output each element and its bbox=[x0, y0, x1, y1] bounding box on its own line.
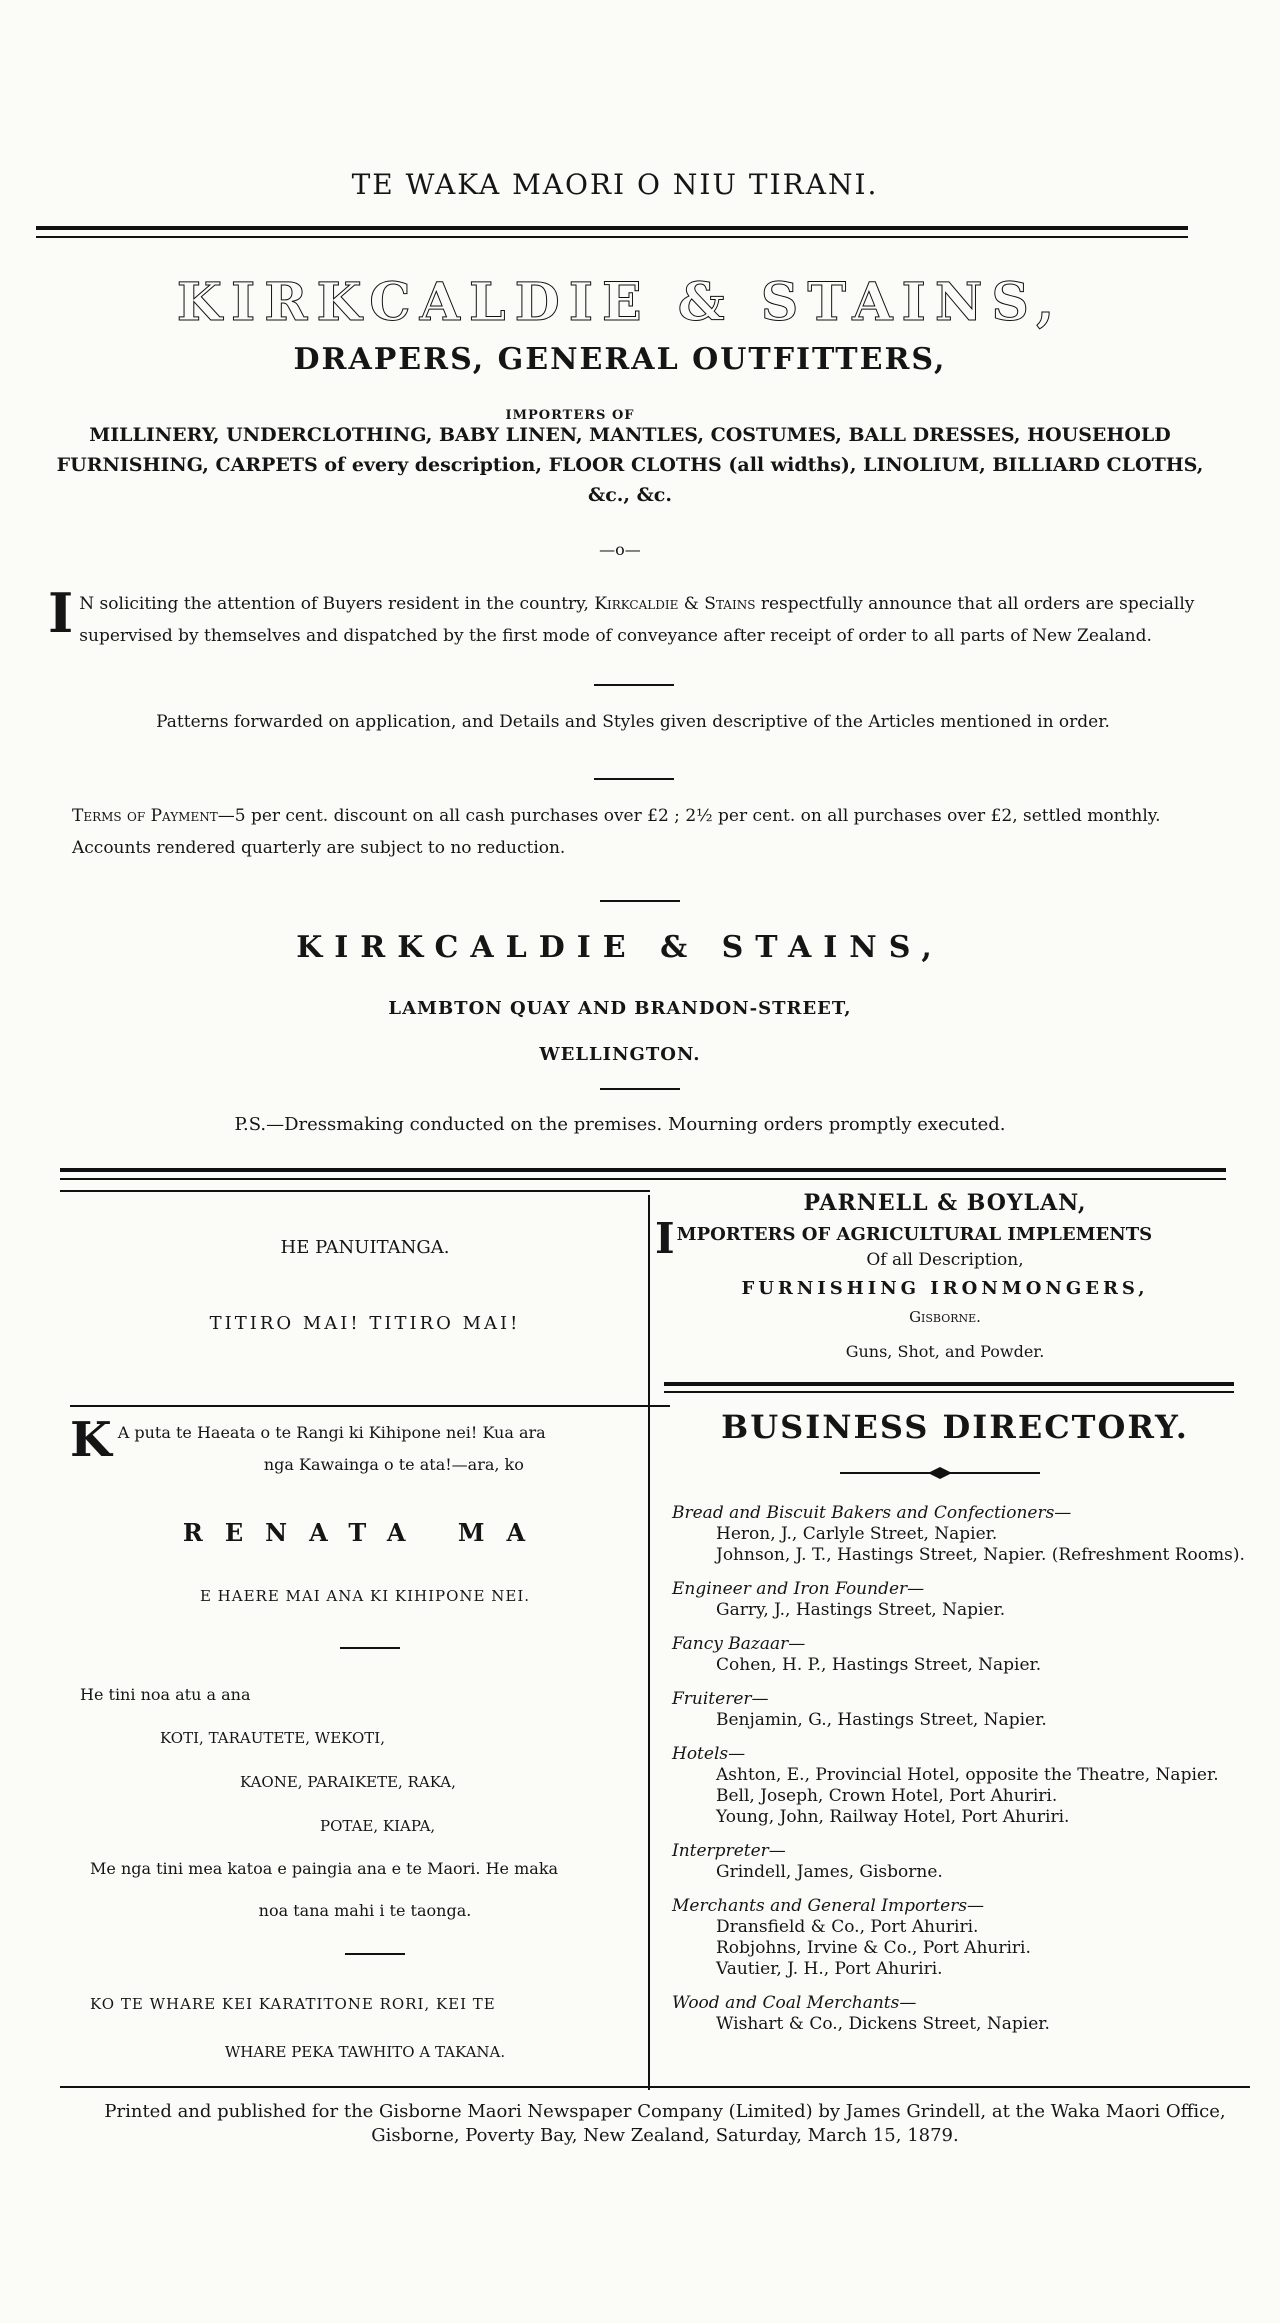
parnell-of-all: Of all Description, bbox=[866, 1250, 1024, 1270]
directory-entry: Cohen, H. P., Hastings Street, Napier. bbox=[716, 1655, 1042, 1675]
imprint bbox=[80, 2100, 1250, 2148]
me-line-b: noa tana mahi i te taonga. bbox=[258, 1901, 472, 1920]
directory-category: Hotels— bbox=[672, 1744, 746, 1764]
whare-line-b: WHARE PEKA TAWHITO A TAKANA. bbox=[224, 2043, 506, 2061]
items-line1: KOTI, TARAUTETE, WEKOTI, bbox=[160, 1729, 385, 1747]
terms-text: —5 per cent. discount on all cash purchases over £2 ; 2½ per cent. on all purchases over £2, settled monthly. Accounts rendered quarterly are subject to no reduction. bbox=[72, 806, 1161, 858]
titiro-mai: TITIRO MAI! TITIRO MAI! bbox=[209, 1313, 521, 1334]
soliciting-text-b: respectfully announce that all orders are specially supervised by themselves and dispatched by the first mode of conveyance after receipt of order to all parts of New Zealand. bbox=[79, 594, 1195, 646]
panuitanga-rule bbox=[70, 1405, 670, 1407]
whare-line-a: KO TE WHARE KEI KARATITONE RORI, KEI TE bbox=[90, 1995, 496, 2013]
intro-line-a: A puta te Haeata o te Rangi ki Kihipone nei! Kua ara bbox=[117, 1423, 546, 1442]
imprint-line2: Gisborne, Poverty Bay, New Zealand, Saturday, March 15, 1879. bbox=[371, 2125, 959, 2146]
terms-paragraph bbox=[48, 800, 1222, 864]
terms-label: Terms of Payment bbox=[72, 806, 218, 826]
directory-category: Wood and Coal Merchants— bbox=[672, 1993, 917, 2013]
directory-entry: Benjamin, G., Hastings Street, Napier. bbox=[716, 1710, 1047, 1730]
divider bbox=[600, 1088, 680, 1090]
haere-mai: E HAERE MAI ANA KI KIHIPONE NEI. bbox=[199, 1587, 531, 1605]
importers-body: MILLINERY, UNDERCLOTHING, BABY LINEN, MANTLES, COSTUMES, BALL DRESSES, HOUSEHOLD FURNISHING, CARPETS of every description, FLOOR CLOTHS (all widths), LINOLIUM, BILLIARD CLOTHS, &c., &c. bbox=[56, 424, 1204, 506]
section-rule-thin bbox=[60, 1178, 1226, 1180]
business-directory-title: BUSINESS DIRECTORY. bbox=[721, 1408, 1189, 1446]
divider bbox=[594, 684, 674, 686]
soliciting-firm-name: Kirkcaldie & Stains bbox=[594, 594, 756, 614]
section-rule bbox=[60, 1168, 1226, 1172]
directory-entry: Vautier, J. H., Port Ahuriri. bbox=[716, 1959, 943, 1979]
tini-line: He tini noa atu a ana bbox=[80, 1685, 251, 1704]
masthead-rule bbox=[36, 226, 1188, 230]
directory-category: Fruiterer— bbox=[672, 1689, 769, 1709]
soliciting-text-a: N soliciting the attention of Buyers resident in the country, bbox=[79, 594, 595, 614]
dropcap-i: I bbox=[48, 581, 74, 645]
importers-label: IMPORTERS OF bbox=[505, 408, 635, 423]
ps-note: P.S.—Dressmaking conducted on the premises. Mourning orders promptly executed. bbox=[234, 1114, 1006, 1135]
parnell-title: PARNELL & BOYLAN, bbox=[803, 1190, 1087, 1216]
panuitanga-intro bbox=[70, 1412, 670, 1481]
panuitanga-heading: HE PANUITANGA. bbox=[280, 1237, 450, 1258]
directory-category: Bread and Biscuit Bakers and Confectioners— bbox=[672, 1503, 1072, 1523]
address-line2: WELLINGTON. bbox=[539, 1044, 701, 1065]
patterns-paragraph: Patterns forwarded on application, and Details and Styles given descriptive of the Articles mentioned in order. bbox=[156, 712, 1110, 732]
items-line2: KAONE, PARAIKETE, RAKA, bbox=[240, 1773, 456, 1791]
footer-rule bbox=[60, 2086, 1250, 2088]
directory-entry: Young, John, Railway Hotel, Port Ahuriri. bbox=[716, 1807, 1070, 1827]
directory-entry: Heron, J., Carlyle Street, Napier. bbox=[716, 1524, 998, 1544]
masthead-title: TE WAKA MAORI O NIU TIRANI. bbox=[351, 168, 879, 201]
directory-entry: Ashton, E., Provincial Hotel, opposite the Theatre, Napier. bbox=[716, 1765, 1219, 1785]
parnell-place: Gisborne. bbox=[909, 1308, 981, 1326]
ornament-o: —o— bbox=[599, 540, 641, 559]
renata-ma: RENATA MA bbox=[182, 1518, 548, 1547]
directory-entry: Grindell, James, Gisborne. bbox=[716, 1862, 943, 1882]
intro-line-b: nga Kawainga o te ata!—ara, ko bbox=[263, 1455, 524, 1474]
address-line1: LAMBTON QUAY AND BRANDON-STREET, bbox=[388, 998, 852, 1019]
directory-entry: Robjohns, Irvine & Co., Port Ahuriri. bbox=[716, 1938, 1031, 1958]
directory-category: Interpreter— bbox=[672, 1841, 786, 1861]
divider bbox=[345, 1953, 405, 1955]
kirkcaldie-title: KIRKCALDIE & STAINS, bbox=[176, 272, 1064, 333]
directory-ornament bbox=[840, 1466, 1040, 1480]
directory-category: Merchants and General Importers— bbox=[672, 1896, 985, 1916]
directory-rule-thin bbox=[664, 1391, 1234, 1393]
divider bbox=[600, 900, 680, 902]
dropcap-k: K bbox=[70, 1412, 112, 1468]
directory-entry: Wishart & Co., Dickens Street, Napier. bbox=[716, 2014, 1050, 2034]
parnell-ironmongers: FURNISHING IRONMONGERS, bbox=[741, 1278, 1149, 1299]
items-line3: POTAE, KIAPA, bbox=[320, 1817, 436, 1835]
imprint-line1: Printed and published for the Gisborne Maori Newspaper Company (Limited) by James Grindell, at the Waka Maori Office, bbox=[104, 2101, 1226, 2122]
business-directory-list bbox=[672, 1490, 1252, 2035]
directory-entry: Johnson, J. T., Hastings Street, Napier. (Refreshment Rooms). bbox=[716, 1545, 1245, 1565]
me-line-a: Me nga tini mea katoa e paingia ana e te Maori. He maka bbox=[90, 1859, 559, 1878]
dropcap-parnell: I bbox=[655, 1214, 675, 1263]
parnell-importers: MPORTERS OF AGRICULTURAL IMPLEMENTS bbox=[676, 1224, 1153, 1245]
directory-entry: Bell, Joseph, Crown Hotel, Port Ahuriri. bbox=[716, 1786, 1058, 1806]
directory-category: Fancy Bazaar— bbox=[672, 1634, 806, 1654]
parnell-guns: Guns, Shot, and Powder. bbox=[845, 1342, 1045, 1361]
divider bbox=[594, 778, 674, 780]
directory-entry: Dransfield & Co., Port Ahuriri. bbox=[716, 1917, 979, 1937]
soliciting-paragraph bbox=[48, 581, 1218, 652]
directory-category: Engineer and Iron Founder— bbox=[672, 1579, 925, 1599]
divider bbox=[340, 1647, 400, 1649]
directory-rule bbox=[664, 1382, 1234, 1386]
left-column-rule bbox=[60, 1190, 650, 1192]
directory-entry: Garry, J., Hastings Street, Napier. bbox=[716, 1600, 1006, 1620]
kirkcaldie-name-repeat: KIRKCALDIE & STAINS, bbox=[296, 930, 944, 965]
masthead-rule-thin bbox=[36, 236, 1188, 238]
kirkcaldie-subtitle: DRAPERS, GENERAL OUTFITTERS, bbox=[293, 342, 947, 377]
